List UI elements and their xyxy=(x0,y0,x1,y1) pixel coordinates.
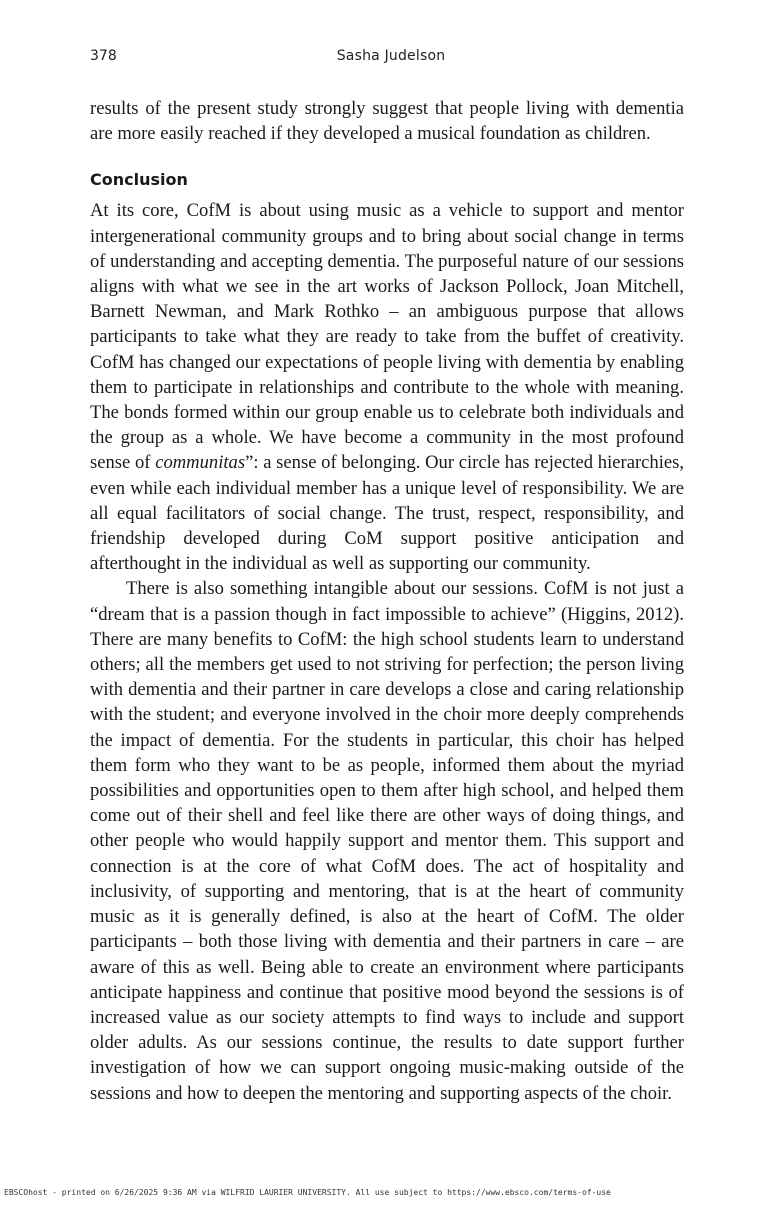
section-heading: Conclusion xyxy=(90,170,188,190)
page-number: 378 xyxy=(90,48,117,64)
intro-paragraph: results of the present study strongly suggest that people living with dementia are more easily reached if they developed a musical foundation as children. xyxy=(90,98,684,145)
paragraph-1-text-a: At its core, CofM is about using music as a vehicle to support and mentor intergenerational community groups and to bring about social change in terms of understanding and accepting dementia. The purposeful nature of our sessions aligns with what we see in the art works of Jackson Pollock, Joan Mitchell, Barnett Newman, and Mark Rothko – an ambiguous purpose that allows participants to take what they are ready to take from the buffet of creativity. CofM has changed our expectations of people living with dementia by enabling them to participate in relationships and contribute to the whole with meaning. The bonds formed within our group enable us to celebrate both individuals and the group as a whole. We have become a community in the most profound sense of xyxy=(90,200,684,474)
running-head: Sasha Judelson xyxy=(336,48,446,64)
conclusion-paragraph-1 xyxy=(90,198,684,576)
italic-term: communitas xyxy=(155,452,246,474)
print-footer: EBSCOhost - printed on 6/26/2025 9:36 AM via WILFRID LAURIER UNIVERSITY. All use subject to https://www.ebsco.com/terms-of-use xyxy=(4,1188,611,1197)
paragraph-1-text-b: ”: a sense of belonging. Our circle has rejected hierarchies, even while each individual member has a unique level of responsibility. We are all equal facilitators of social change. The trust, respect, responsibility, and friendship developed during CoM support positive anticipation and afterthought in the individual as well as supporting our community. xyxy=(90,452,684,575)
conclusion-paragraph-2: There is also something intangible about our sessions. CofM is not just a “dream that is a passion though in fact impossible to achieve” (Higgins, 2012). There are many benefits to CofM: the high school students learn to understand others; all the members get used to not striving for perfection; the person living with dementia and their partner in care develops a close and caring relationship with the student; and everyone involved in the choir more deeply comprehends the impact of dementia. For the students in particular, this choir has helped them form who they want to be as people, informed them about the myriad possibilities and opportunities open to them after high school, and helped them come out of their shell and feel like there are other ways of doing things, and other people who would happily support and mentor them. This support and connection is at the core of what CofM does. The act of hospitality and inclusivity, of supporting and mentoring, that is at the heart of community music as it is generally defined, is also at the heart of CofM. The older participants – both those living with dementia and their partners in care – are aware of this as well. Being able to create an environment where participants anticipate happiness and continue that positive mood beyond the sessions is of increased value as our society attempts to find ways to include and support older adults. As our sessions continue, the results to date support further investigation of how we can support ongoing music-making outside of the sessions and how to deepen the mentoring and supporting aspects of the choir. xyxy=(90,578,684,1104)
body-text xyxy=(90,96,684,1106)
